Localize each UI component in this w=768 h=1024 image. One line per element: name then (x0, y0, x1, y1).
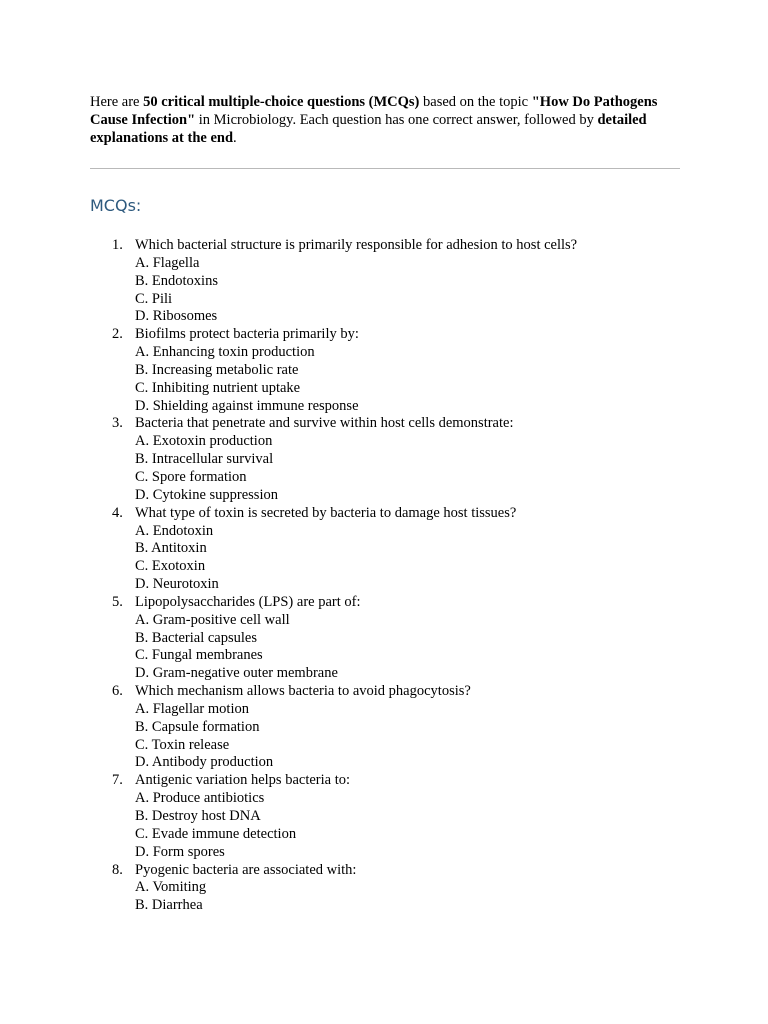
question-list (90, 237, 680, 915)
answer-option: A. Endotoxin (135, 522, 214, 539)
mcqs-heading: MCQs: (90, 196, 142, 215)
answer-option: A. Enhancing toxin production (135, 344, 315, 361)
answer-option: A. Vomiting (135, 879, 207, 896)
question-item (90, 862, 680, 916)
answer-option: D. Neurotoxin (135, 576, 219, 593)
answer-option: A. Flagellar motion (135, 700, 249, 717)
answer-option: B. Intracellular survival (135, 451, 274, 468)
answer-option: D. Form spores (135, 843, 225, 860)
intro-bold-topic: "How Do Pathogens Cause Infection" (90, 94, 658, 128)
document-page (90, 93, 680, 915)
intro-bold-count: 50 critical multiple-choice questions (MCQs) (143, 94, 420, 110)
question-number: 5. (112, 593, 123, 610)
answer-option: B. Destroy host DNA (135, 808, 261, 824)
question-item (90, 415, 680, 504)
answer-option: B. Antitoxin (135, 540, 207, 557)
question-text: Which mechanism allows bacteria to avoid phagocytosis? (135, 683, 471, 700)
answer-option: C. Toxin release (135, 736, 230, 753)
intro-text-1: Here are (90, 94, 144, 110)
answer-option: C. Spore formation (135, 468, 247, 485)
answer-option: B. Endotoxins (135, 272, 218, 289)
answer-option: C. Inhibiting nutrient uptake (135, 379, 301, 396)
answer-option: C. Exotoxin (135, 558, 206, 575)
answer-option: A. Gram-positive cell wall (135, 611, 290, 628)
question-number: 6. (112, 683, 123, 700)
intro-text-3: in Microbiology. Each question has one correct answer, followed by (195, 112, 598, 128)
intro-text-4: . (233, 130, 237, 146)
answer-option: B. Capsule formation (135, 718, 260, 735)
question-number: 3. (112, 415, 123, 432)
question-number: 4. (112, 504, 123, 521)
question-number: 7. (112, 772, 123, 789)
intro-paragraph (90, 93, 680, 147)
answer-option: D. Gram-negative outer membrane (135, 665, 338, 682)
answer-option: B. Diarrhea (135, 897, 203, 914)
question-number: 2. (112, 326, 123, 343)
answer-option: C. Evade immune detection (135, 825, 297, 842)
answer-option: D. Antibody production (135, 754, 274, 771)
answer-option: D. Shielding against immune response (135, 397, 359, 414)
horizontal-divider (90, 168, 680, 169)
answer-option: D. Cytokine suppression (135, 486, 278, 503)
intro-bold-explanations: detailed explanations at the end (90, 112, 647, 146)
question-item (90, 594, 680, 683)
question-text: Biofilms protect bacteria primarily by: (135, 326, 359, 343)
answer-option: A. Flagella (135, 254, 200, 271)
question-item (90, 683, 680, 772)
answer-option: A. Exotoxin production (135, 433, 273, 450)
question-item (90, 237, 680, 326)
question-item (90, 505, 680, 594)
question-item (90, 326, 680, 415)
question-number: 1. (112, 237, 123, 253)
question-text: Antigenic variation helps bacteria to: (135, 772, 351, 789)
intro-text-2: based on the topic (419, 94, 532, 110)
question-text: What type of toxin is secreted by bacteria to damage host tissues? (135, 504, 517, 521)
question-item (90, 772, 680, 861)
question-text: Lipopolysaccharides (LPS) are part of: (135, 593, 361, 610)
answer-option: C. Pili (135, 290, 173, 307)
question-number: 8. (112, 861, 123, 878)
question-text: Which bacterial structure is primarily responsible for adhesion to host cells? (135, 237, 578, 253)
question-text: Bacteria that penetrate and survive within host cells demonstrate: (135, 415, 514, 432)
answer-option: C. Fungal membranes (135, 647, 263, 664)
answer-option: D. Ribosomes (135, 308, 218, 325)
question-text: Pyogenic bacteria are associated with: (135, 861, 357, 878)
answer-option: B. Bacterial capsules (135, 629, 257, 646)
answer-option: B. Increasing metabolic rate (135, 361, 299, 378)
answer-option: A. Produce antibiotics (135, 790, 265, 807)
